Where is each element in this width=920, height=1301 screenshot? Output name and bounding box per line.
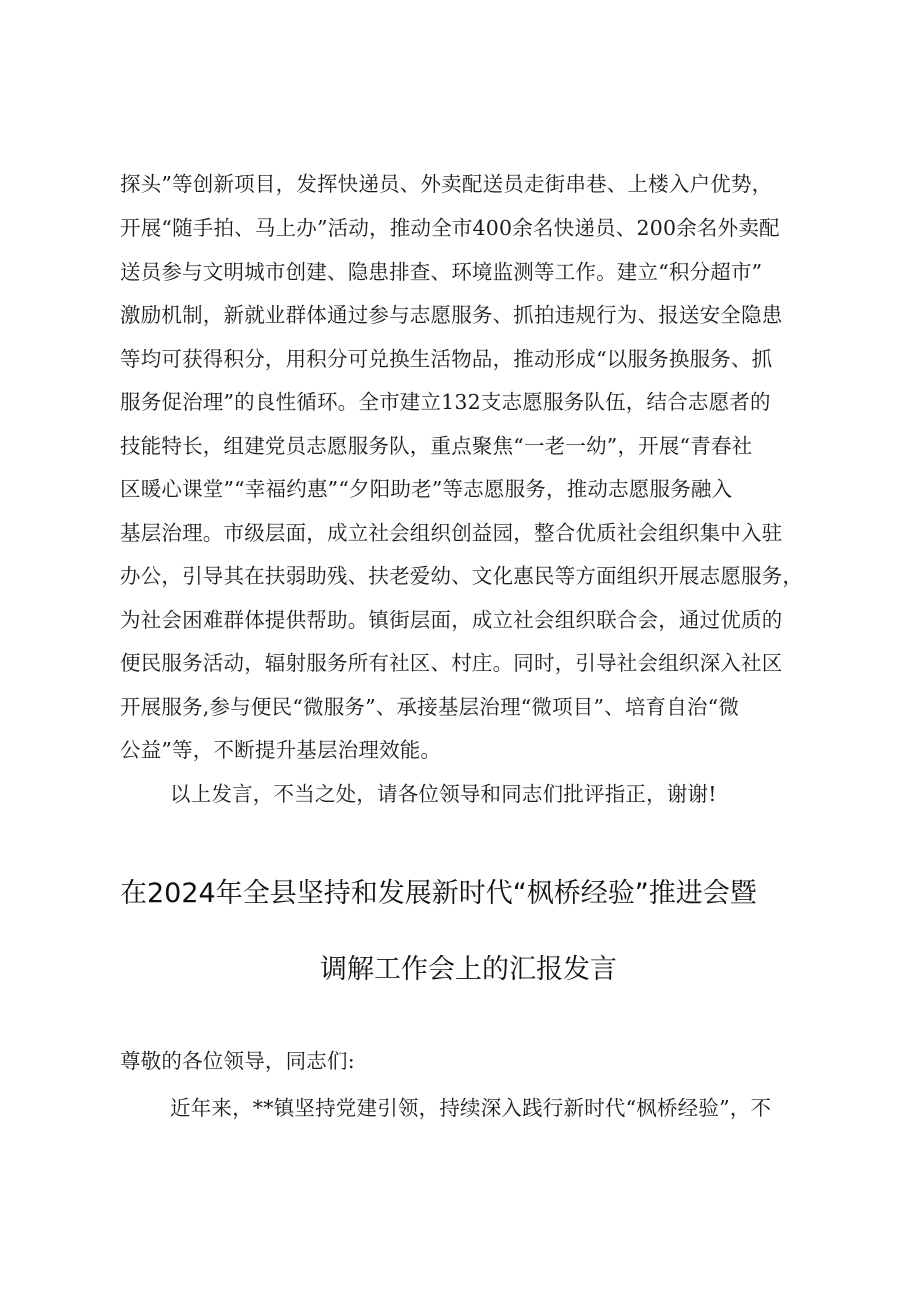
paragraph-line: 为社会困难群体提供帮助。镇街层面，成立社会组织联合会，通过优质的 [120, 608, 783, 632]
speech-title-line1: 在2024年全县坚持和发展新时代“枫桥经验”推进会暨 [120, 878, 757, 909]
paragraph-line: 激励机制，新就业群体通过参与志愿服务、抓拍违规行为、报送安全隐患 [120, 303, 783, 327]
paragraph-line: 技能特长，组建党员志愿服务队，重点聚焦“一老一幼”，开展“青春社 [120, 434, 753, 458]
paragraph-line: 开展“随手拍、马上办”活动，推动全市400余名快递员、200余名外卖配 [120, 216, 780, 240]
paragraph-line: 办公，引导其在扶弱助残、扶老爱幼、文化惠民等方面组织开展志愿服务， [120, 564, 804, 588]
paragraph-line: 开展服务,参与便民“微服务”、承接基层治理“微项目”、培育自治“微 [120, 695, 740, 719]
opening-line: 近年来，**镇坚持党建引领，持续深入践行新时代“枫桥经验”，不 [170, 1096, 772, 1120]
closing-remark: 以上发言，不当之处，请各位领导和同志们批评指正，谢谢! [170, 782, 717, 806]
paragraph-line: 基层治理。市级层面，成立社会组织创益园，整合优质社会组织集中入驻 [120, 521, 783, 545]
paragraph-line: 探头”等创新项目，发挥快递员、外卖配送员走街串巷、上楼入户优势， [120, 172, 773, 196]
paragraph-line: 便民服务活动，辐射服务所有社区、村庄。同时，引导社会组织深入社区 [120, 651, 783, 675]
speech-title-line2: 调解工作会上的汇报发言 [320, 954, 617, 985]
salutation: 尊敬的各位领导，同志们: [120, 1049, 355, 1073]
paragraph-line: 区暖心课堂”“幸福约惠”“夕阳助老”等志愿服务，推动志愿服务融入 [120, 477, 733, 501]
paragraph-line: 等均可获得积分，用积分可兑换生活物品，推动形成“以服务换服务、抓 [120, 347, 773, 371]
paragraph-line: 送员参与文明城市创建、隐患排查、环境监测等工作。建立“积分超市” [120, 260, 763, 284]
paragraph-line: 公益”等，不断提升基层治理效能。 [120, 738, 442, 762]
paragraph-line: 服务促治理”的良性循环。全市建立132支志愿服务队伍，结合志愿者的 [120, 390, 771, 414]
